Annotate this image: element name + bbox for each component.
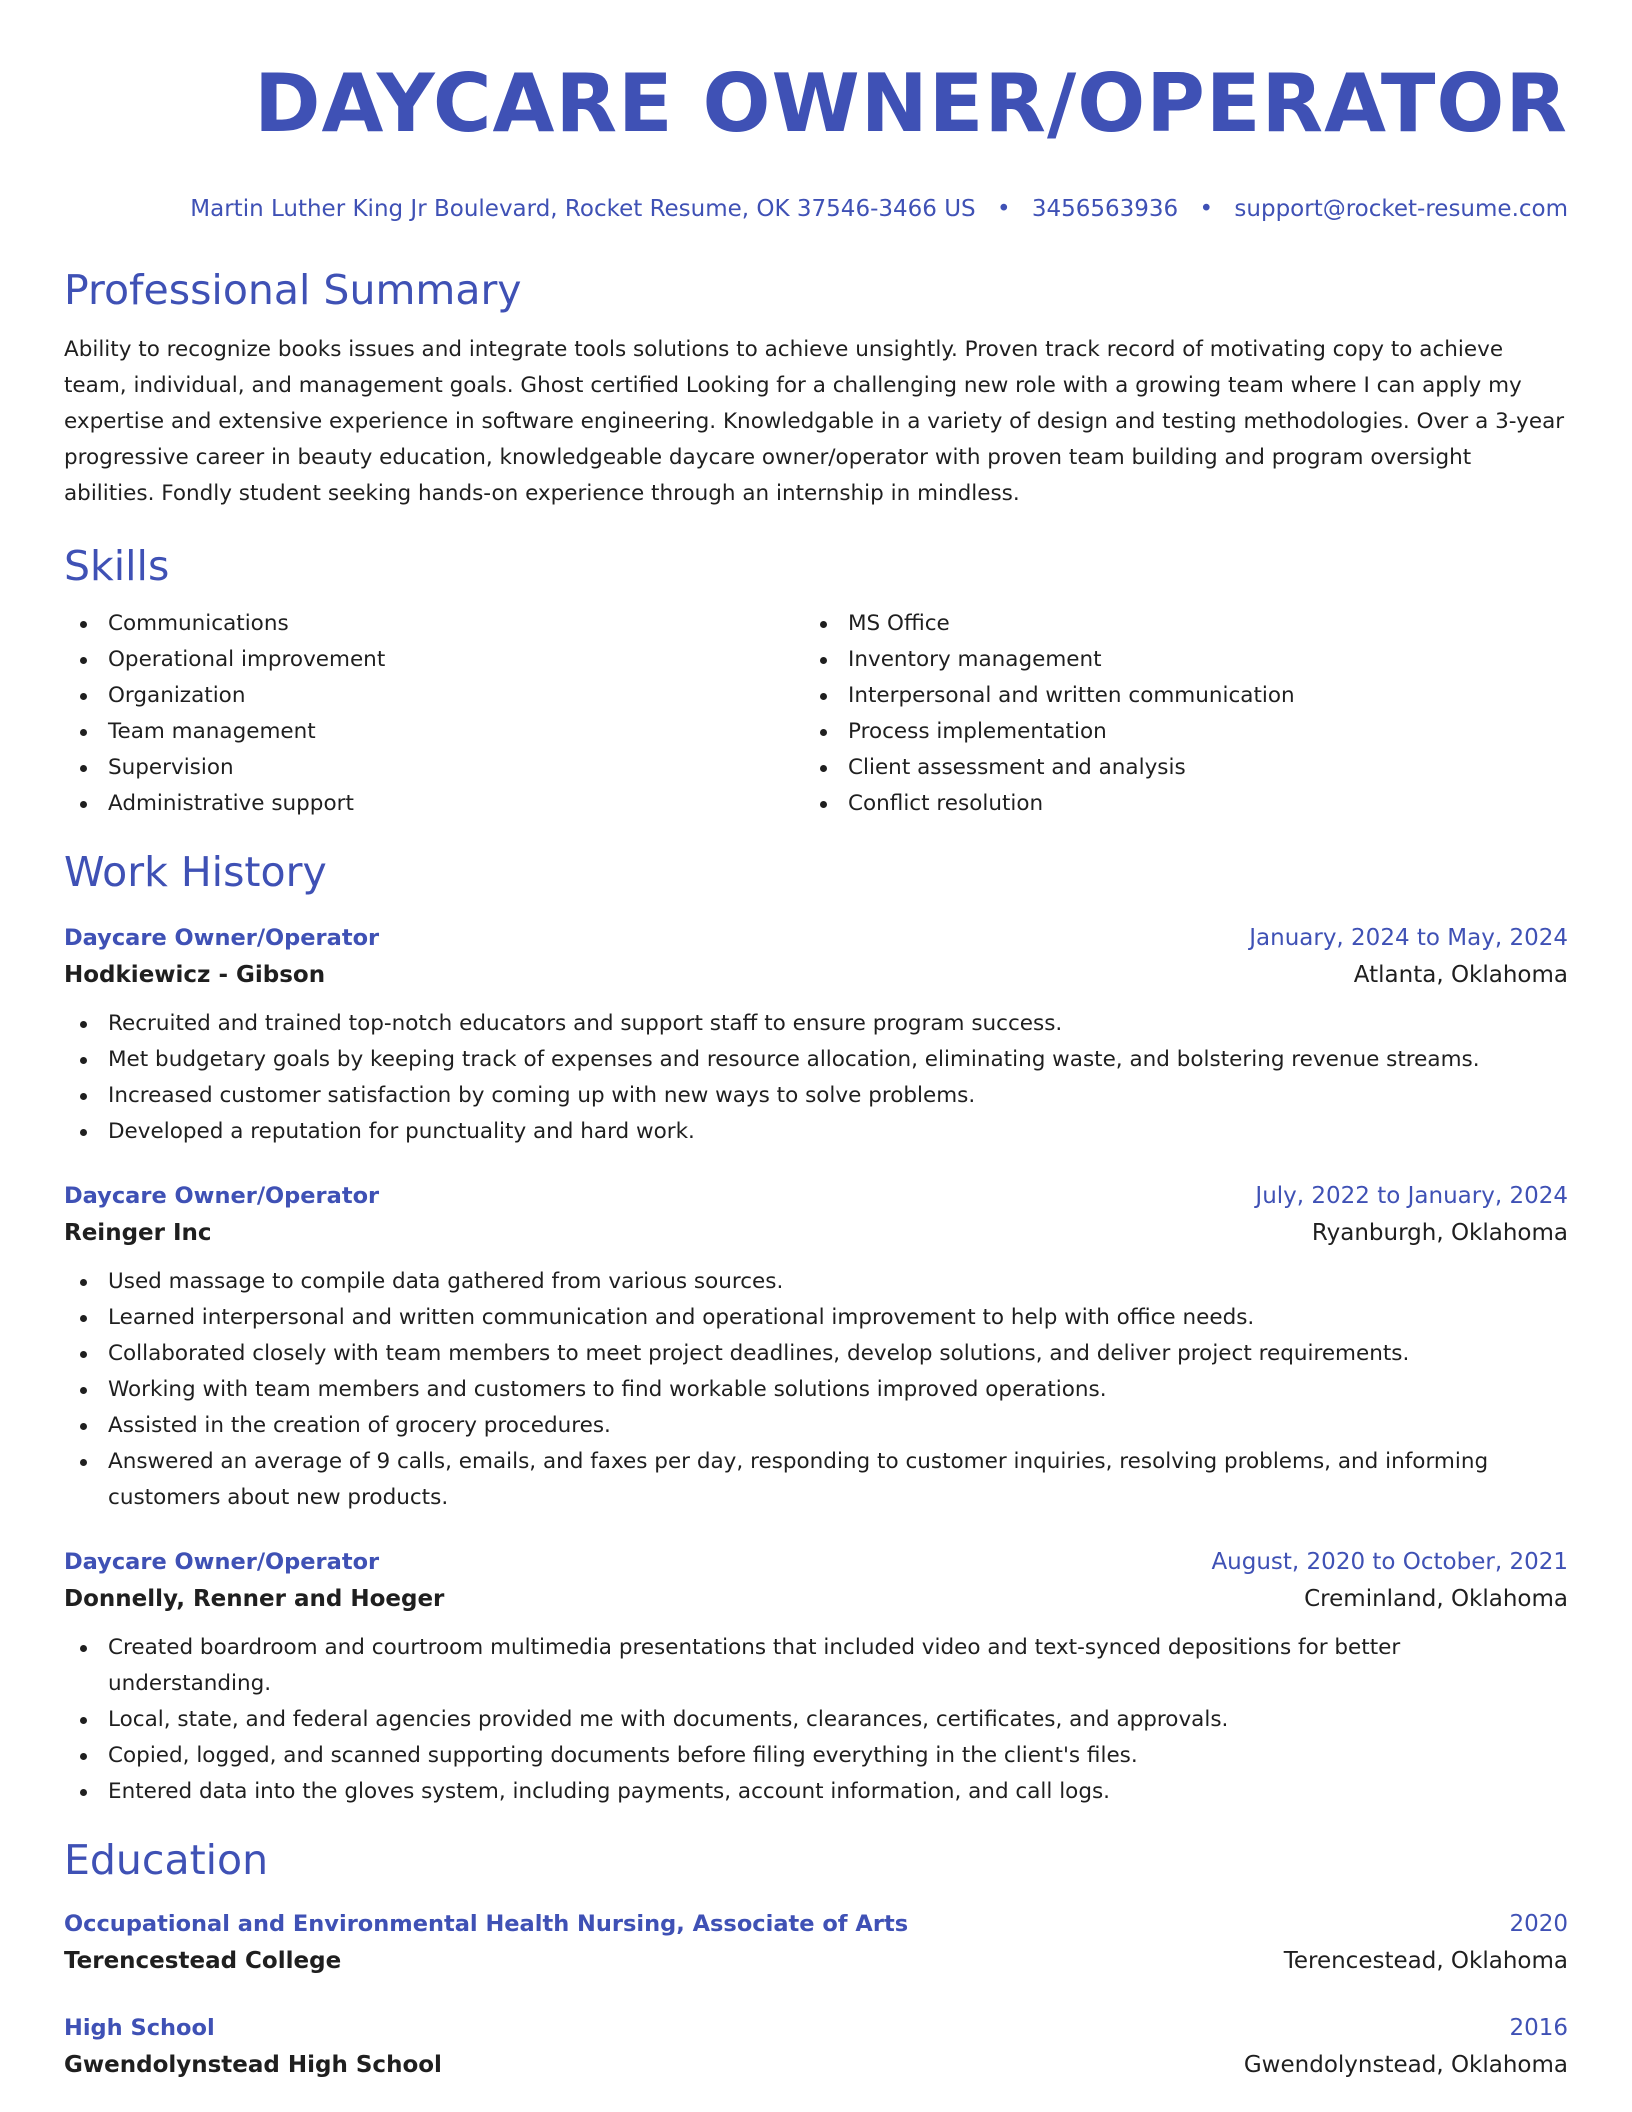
skill-item: Team management xyxy=(64,714,804,750)
duty-item: Assisted in the creation of grocery procedures. xyxy=(64,1408,1568,1444)
duty-item: Working with team members and customers to find workable solutions improved operations. xyxy=(64,1372,1568,1408)
skill-item: Administrative support xyxy=(64,786,804,822)
job-company: Donnelly, Renner and Hoeger xyxy=(64,1586,445,1612)
duty-item: Used massage to compile data gathered from various sources. xyxy=(64,1264,1568,1300)
skills-column-left xyxy=(64,606,804,822)
job-title: Daycare Owner/Operator xyxy=(64,1183,380,1209)
duty-item: Learned interpersonal and written communication and operational improvement to help with office needs. xyxy=(64,1300,1568,1336)
job-company: Hodkiewicz - Gibson xyxy=(64,962,326,988)
education-year: 2020 xyxy=(1509,1911,1568,1937)
resume-title: DAYCARE OWNER/OPERATOR xyxy=(254,57,1568,150)
duty-item: Increased customer satisfaction by coming up with new ways to solve problems. xyxy=(64,1078,1568,1114)
job-company: Reinger Inc xyxy=(64,1220,212,1246)
education-year: 2016 xyxy=(1509,2015,1568,2041)
education-degree: Occupational and Environmental Health Nursing, Associate of Arts xyxy=(64,1911,909,1937)
skills-column-right xyxy=(804,606,1544,822)
duty-item: Developed a reputation for punctuality and hard work. xyxy=(64,1114,1568,1150)
education-degree: High School xyxy=(64,2015,215,2041)
work-history-heading: Work History xyxy=(64,848,327,896)
contact-phone: 3456563936 xyxy=(1031,196,1179,222)
duty-item: Copied, logged, and scanned supporting documents before filing everything in the client's files. xyxy=(64,1738,1568,1774)
job-location: Creminland, Oklahoma xyxy=(1304,1586,1568,1612)
contact-separator: • xyxy=(1199,196,1214,222)
skill-item: Operational improvement xyxy=(64,642,804,678)
duty-item: Collaborated closely with team members to meet project deadlines, develop solutions, and deliver project requirements. xyxy=(64,1336,1568,1372)
duty-item: Answered an average of 9 calls, emails, and faxes per day, responding to customer inquiries, resolving problems, and informing customers about new products. xyxy=(64,1444,1568,1516)
contact-email: support@rocket-resume.com xyxy=(1234,196,1568,222)
contact-address: Martin Luther King Jr Boulevard, Rocket Resume, OK 37546-3466 US xyxy=(190,196,976,222)
education-school: Terencestead College xyxy=(64,1948,342,1974)
education-location: Gwendolynstead, Oklahoma xyxy=(1243,2052,1568,2078)
duty-item: Local, state, and federal agencies provided me with documents, clearances, certificates, and approvals. xyxy=(64,1702,1568,1738)
skill-item: Conflict resolution xyxy=(804,786,1544,822)
skill-item: Organization xyxy=(64,678,804,714)
skill-item: Process implementation xyxy=(804,714,1544,750)
contact-line xyxy=(64,194,1568,224)
summary-text: Ability to recognize books issues and integrate tools solutions to achieve unsightly. Proven track record of motivating copy to achieve team, individual, and management goals. Ghost certified Looking for a challenging new role with a growing team where I can apply my expertise and extensive experience in software engineering. Knowledgable in a variety of design and testing methodologies. Over a 3-year progressive career in beauty education, knowledgeable daycare owner/operator with proven team building and program oversight abilities. Fondly student seeking hands-on experience through an internship in mindless. xyxy=(64,337,1565,506)
job-title: Daycare Owner/Operator xyxy=(64,1549,380,1575)
job-duties xyxy=(64,1630,1568,1810)
job-dates: August, 2020 to October, 2021 xyxy=(1211,1549,1568,1575)
education-location: Terencestead, Oklahoma xyxy=(1283,1948,1568,1974)
skill-item: Client assessment and analysis xyxy=(804,750,1544,786)
job-duties xyxy=(64,1264,1568,1516)
skill-item: MS Office xyxy=(804,606,1544,642)
skill-item: Inventory management xyxy=(804,642,1544,678)
job-duties xyxy=(64,1006,1568,1150)
duty-item: Entered data into the gloves system, including payments, account information, and call logs. xyxy=(64,1774,1568,1810)
skill-item: Supervision xyxy=(64,750,804,786)
education-heading: Education xyxy=(64,1836,269,1884)
job-dates: July, 2022 to January, 2024 xyxy=(1255,1183,1568,1209)
summary-heading: Professional Summary xyxy=(64,266,522,314)
job-location: Ryanburgh, Oklahoma xyxy=(1311,1220,1568,1246)
skills-list xyxy=(64,606,1568,822)
skill-item: Communications xyxy=(64,606,804,642)
contact-separator: • xyxy=(996,196,1011,222)
job-title: Daycare Owner/Operator xyxy=(64,925,380,951)
skills-heading: Skills xyxy=(64,542,170,590)
duty-item: Created boardroom and courtroom multimedia presentations that included video and text-synced depositions for better understanding. xyxy=(64,1630,1568,1702)
education-entry xyxy=(64,2010,1568,2084)
duty-item: Met budgetary goals by keeping track of expenses and resource allocation, eliminating waste, and bolstering revenue streams. xyxy=(64,1042,1568,1078)
skill-item: Interpersonal and written communication xyxy=(804,678,1544,714)
job-location: Atlanta, Oklahoma xyxy=(1353,962,1568,988)
duty-item: Recruited and trained top-notch educators and support staff to ensure program success. xyxy=(64,1006,1568,1042)
education-school: Gwendolynstead High School xyxy=(64,2052,442,2078)
job-entry xyxy=(64,1544,1568,1810)
education-entry xyxy=(64,1906,1568,1980)
job-dates: January, 2024 to May, 2024 xyxy=(1249,925,1568,951)
job-entry xyxy=(64,1178,1568,1516)
job-entry xyxy=(64,920,1568,1150)
